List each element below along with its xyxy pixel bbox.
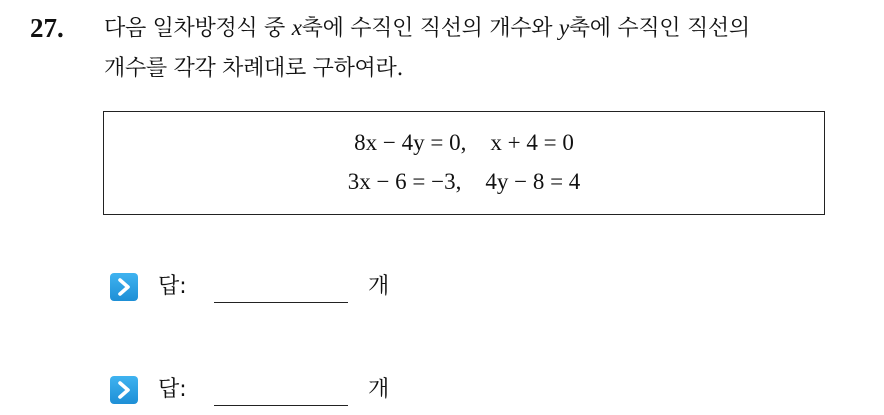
answer-row-2 xyxy=(110,373,470,409)
answer-unit: 개 xyxy=(368,274,390,299)
answer-unit: 개 xyxy=(368,377,390,402)
question-line1-part-a: 다음 일차방정식 중 xyxy=(104,16,292,41)
equation-row-1 xyxy=(104,128,824,158)
question-line-2: 개수를 각각 차례대로 구하여라. xyxy=(104,56,404,81)
equation-1: 8x − 4y = 0, xyxy=(354,130,467,155)
chevron-right-icon xyxy=(110,376,138,404)
answer-label: 답: xyxy=(158,377,187,402)
variable-y: y xyxy=(558,15,569,40)
equation-box xyxy=(103,111,825,215)
question-line1-part-c: 축에 수직인 직선의 xyxy=(568,16,750,41)
equation-4: 4y − 8 = 4 xyxy=(485,169,581,194)
equation-3: 3x − 6 = −3, xyxy=(347,169,462,194)
question-line1-part-b: 축에 수직인 직선의 개수와 xyxy=(301,16,559,41)
answer-blank[interactable] xyxy=(214,405,348,406)
chevron-right-icon xyxy=(110,273,138,301)
equation-row-2 xyxy=(104,167,824,197)
answer-row-1 xyxy=(110,270,470,306)
question-number: 27. xyxy=(30,13,64,43)
answer-blank[interactable] xyxy=(214,302,348,303)
question-line-1 xyxy=(104,8,874,49)
question-text xyxy=(104,8,874,89)
equation-2: x + 4 = 0 xyxy=(490,130,574,155)
answer-label: 답: xyxy=(158,274,187,299)
variable-x: x xyxy=(291,15,302,40)
